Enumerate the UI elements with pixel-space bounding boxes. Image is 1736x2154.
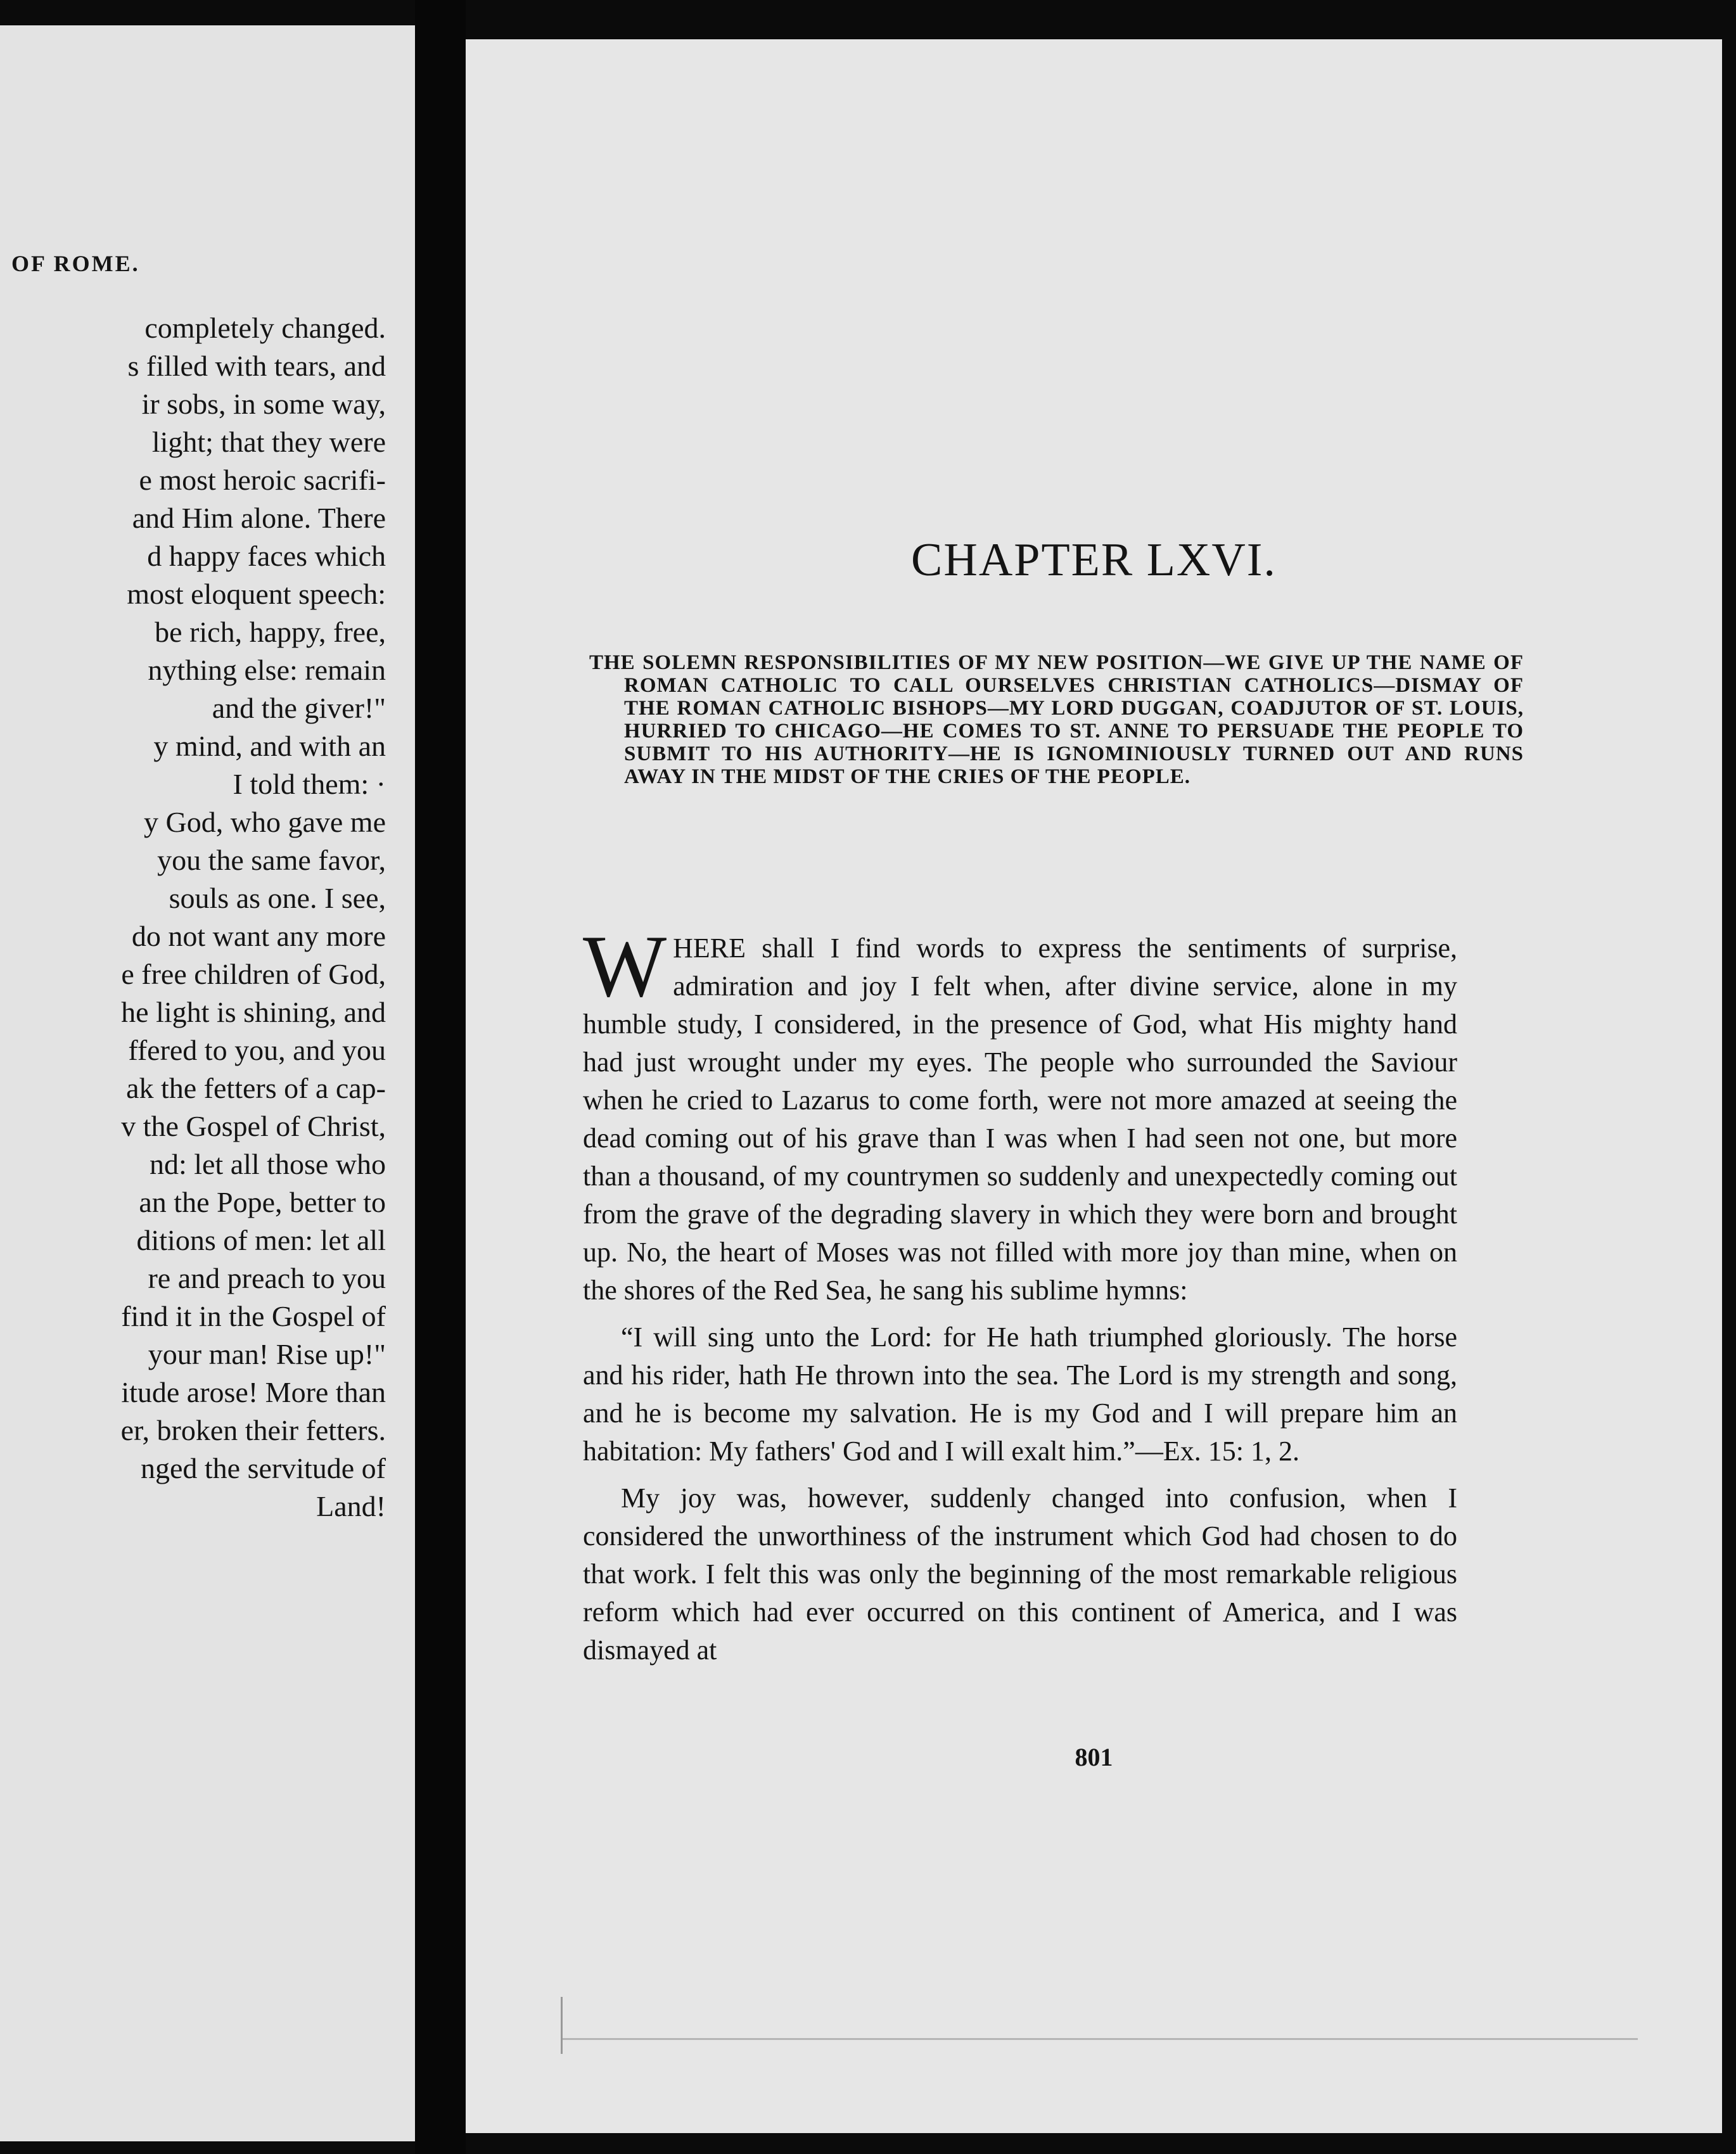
text-line: re and preach to you xyxy=(148,1262,386,1294)
text-line: d happy faces which xyxy=(147,540,386,572)
text-line: I told them: · xyxy=(233,768,386,800)
paper-crease xyxy=(561,2038,1638,2040)
text-line: Land! xyxy=(316,1490,386,1522)
scripture-quote: “I will sing unto the Lord: for He hath triumphed gloriously. The horse and his rider, hath He thrown into the sea. The Lord is my strength and song, and he is become my salvation. He is my God and I will prepare him an habitation: My fathers' God and I will exalt him.”—Ex. 15: 1, 2. xyxy=(583,1322,1457,1467)
running-header: OF ROME. xyxy=(11,251,140,276)
text-line: itude arose! More than xyxy=(121,1376,386,1408)
right-page xyxy=(466,39,1722,2133)
text-line: ffered to you, and you xyxy=(128,1034,386,1066)
text-line: y God, who gave me xyxy=(144,806,386,838)
text-line: souls as one. I see, xyxy=(169,882,386,914)
text-line: and the giver!" xyxy=(212,692,386,724)
text-line: nd: let all those who xyxy=(149,1148,386,1180)
text-line: er, broken their fetters. xyxy=(120,1414,386,1446)
chapter-summary: THE SOLEMN RESPONSIBILITIES OF MY NEW POSITION—WE GIVE UP THE NAME OF ROMAN CATHOLIC TO CALL OURSELVES CHRISTIAN CATHOLICS—DISMAY OF THE ROMAN CATHOLIC BISHOPS—MY LORD DUGGAN, COADJUTOR OF ST. LOUIS, HURRIED TO CHICAGO—HE COMES TO ST. ANNE TO PERSUADE THE PEOPLE TO SUBMIT TO HIS AUTHORITY—HE IS IGNOMINIOUSLY TURNED OUT AND RUNS AWAY IN THE MIDST OF THE CRIES OF THE PEOPLE. xyxy=(589,651,1524,788)
text-line: ir sobs, in some way, xyxy=(141,388,386,420)
text-line: find it in the Gospel of xyxy=(121,1300,386,1332)
text-line: most eloquent speech: xyxy=(127,578,386,610)
chapter-title: CHAPTER LXVI. xyxy=(911,534,1277,586)
chapter-body xyxy=(583,917,1457,1678)
text-line: nything else: remain xyxy=(148,654,386,686)
text-line: nged the servitude of xyxy=(140,1452,386,1484)
paragraph xyxy=(583,917,1457,1310)
text-line: you the same favor, xyxy=(157,844,386,876)
book-gutter xyxy=(415,0,466,2154)
left-page xyxy=(0,25,415,2141)
left-page-text xyxy=(121,309,386,1526)
text-line: ditions of men: let all xyxy=(136,1224,386,1256)
text-line: do not want any more xyxy=(131,920,386,952)
text-line: completely changed. xyxy=(144,312,386,344)
text-line: s filled with tears, and xyxy=(127,350,386,382)
text-line: e free children of God, xyxy=(121,958,386,990)
text-line: and Him alone. There xyxy=(132,502,386,534)
paragraph: My joy was, however, suddenly changed into confusion, when I considered the unworthiness of the instrument which God had chosen to do that work. I felt this was only the beginning of the most remarkable religious reform which had ever occurred on this continent of America, and I was dismayed at xyxy=(583,1482,1457,1666)
text-line: an the Pope, better to xyxy=(139,1186,386,1218)
text-line: y mind, and with an xyxy=(153,730,386,762)
paper-crack xyxy=(561,1997,563,2054)
text-line: be rich, happy, free, xyxy=(155,616,386,648)
text-line: v the Gospel of Christ, xyxy=(121,1110,386,1142)
text-line: your man! Rise up!" xyxy=(148,1338,386,1370)
drop-cap: W xyxy=(583,917,667,1016)
text-line: light; that they were xyxy=(151,426,386,458)
text-line: e most heroic sacrifi- xyxy=(139,464,386,496)
text-line: he light is shining, and xyxy=(121,996,386,1028)
paragraph-text: HERE shall I find words to express the sentiments of surprise, admiration and joy I felt when, after divine service, alone in my humble study, I considered, in the presence of God, what His mighty hand had just wrought under my eyes. The people who surrounded the Saviour when he cried to Lazarus to come forth, were not more amazed at seeing the dead coming out of his grave than I was when I had seen not one, but more than a thousand, of my countrymen so suddenly and unexpectedly coming out from the grave of the degrading slavery in which they were born and brought up. No, the heart of Moses was not filled with more joy than mine, when on the shores of the Red Sea, he sang his sublime hymns: xyxy=(583,933,1457,1306)
page-number: 801 xyxy=(1075,1743,1113,1771)
text-line: ak the fetters of a cap- xyxy=(126,1072,386,1104)
